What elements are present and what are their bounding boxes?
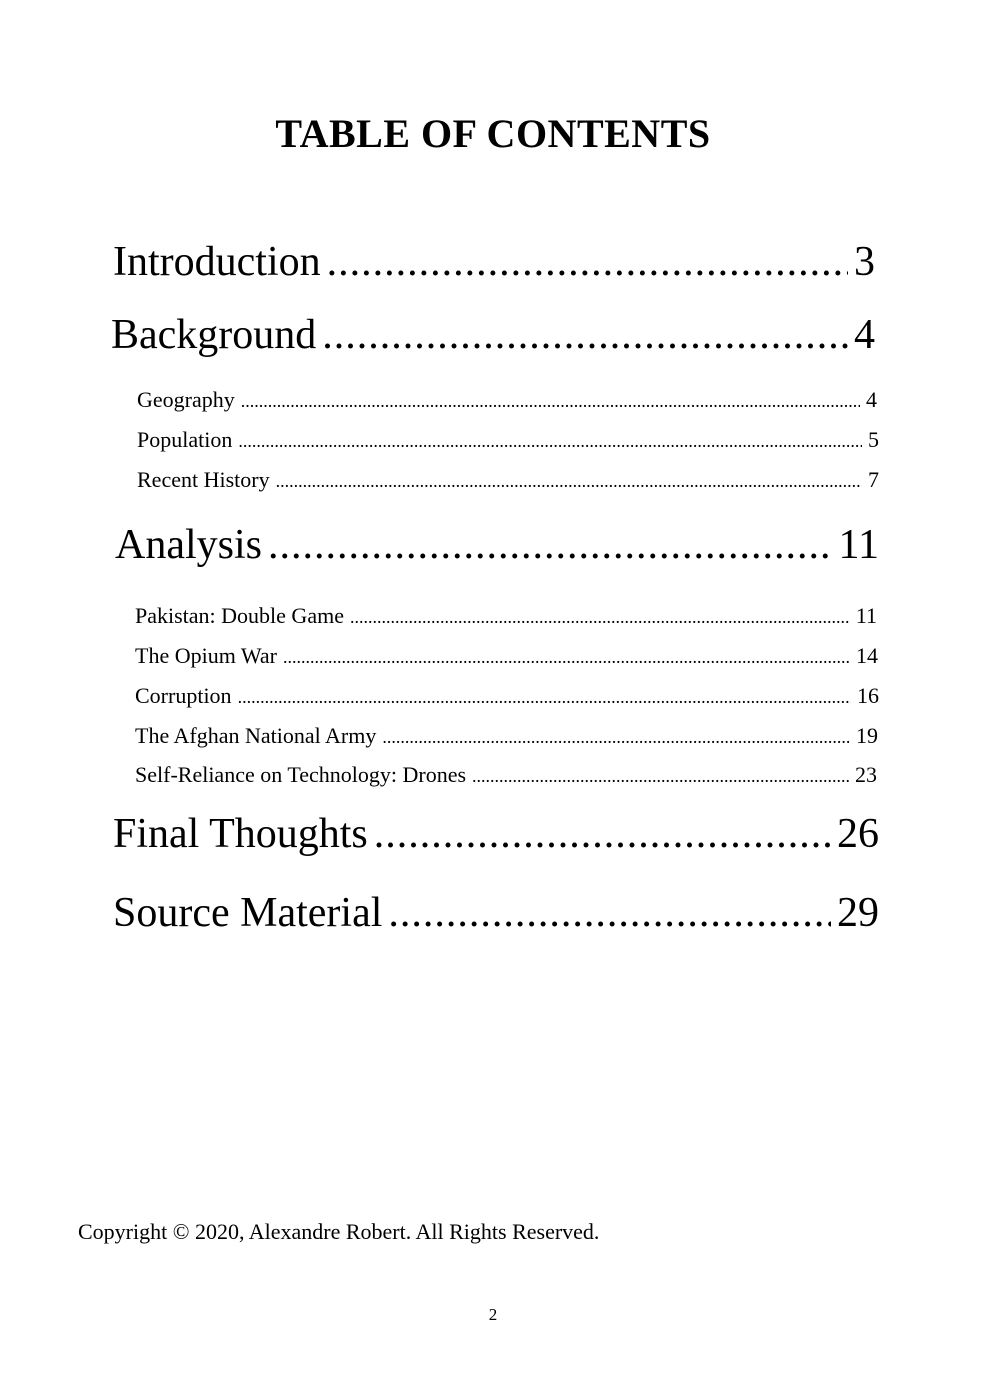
dot-leader xyxy=(268,520,833,570)
toc-entry-analysis[interactable] xyxy=(115,520,879,570)
toc-entry-page: 4 xyxy=(854,312,875,358)
dot-leader xyxy=(327,237,848,287)
toc-entry-page: 3 xyxy=(854,239,875,285)
toc-entry-label: Final Thoughts xyxy=(113,811,368,857)
toc-entry-introduction[interactable] xyxy=(113,237,875,287)
toc-entry-page: 11 xyxy=(855,603,877,628)
toc-entry-source-material[interactable] xyxy=(113,888,879,938)
toc-entry-page: 7 xyxy=(868,467,879,492)
toc-entry-the-opium-war[interactable] xyxy=(135,642,878,671)
dot-leader xyxy=(350,603,850,631)
dot-leader xyxy=(241,387,860,415)
toc-entry-label: Recent History xyxy=(137,467,270,492)
dot-leader xyxy=(322,310,848,360)
toc-entry-drones[interactable] xyxy=(135,761,877,790)
dot-leader xyxy=(472,762,849,790)
dot-leader xyxy=(374,809,831,859)
toc-entry-background[interactable] xyxy=(111,310,875,360)
toc-entry-label: Geography xyxy=(137,387,235,412)
toc-entry-label: Introduction xyxy=(113,239,321,285)
toc-entry-page: 19 xyxy=(856,723,878,748)
toc-entry-label: Analysis xyxy=(115,522,262,568)
dot-leader xyxy=(238,427,862,455)
dot-leader xyxy=(283,643,850,671)
toc-entry-page: 14 xyxy=(856,643,878,668)
toc-entry-label: Source Material xyxy=(113,890,383,936)
toc-entry-geography[interactable] xyxy=(137,386,877,415)
toc-entry-final-thoughts[interactable] xyxy=(113,809,879,859)
toc-entry-label: Background xyxy=(111,312,317,358)
toc-entry-page: 4 xyxy=(866,387,877,412)
page-number: 2 xyxy=(488,1305,498,1324)
toc-entry-page: 11 xyxy=(838,522,879,568)
dot-leader xyxy=(382,723,850,751)
toc-entry-page: 29 xyxy=(837,890,879,936)
dot-leader xyxy=(238,683,851,711)
toc-entry-label: Population xyxy=(137,427,233,452)
page-title: TABLE OF CONTENTS xyxy=(275,111,711,156)
toc-entry-pakistan-double-game[interactable] xyxy=(135,602,877,631)
toc-entry-label: Corruption xyxy=(135,683,232,708)
copyright-notice: Copyright © 2020, Alexandre Robert. All Rights Reserved. xyxy=(78,1219,600,1244)
toc-entry-corruption[interactable] xyxy=(135,682,879,711)
toc-entry-page: 16 xyxy=(857,683,879,708)
toc-entry-recent-history[interactable] xyxy=(137,466,879,495)
toc-entry-afghan-national-army[interactable] xyxy=(135,722,878,751)
toc-entry-label: Pakistan: Double Game xyxy=(135,603,344,628)
toc-entry-page: 23 xyxy=(855,762,877,787)
dot-leader xyxy=(388,888,831,938)
dot-leader xyxy=(276,467,862,495)
toc-entry-page: 5 xyxy=(868,427,879,452)
toc-entry-label: The Opium War xyxy=(135,643,278,668)
toc-entry-population[interactable] xyxy=(137,426,879,455)
toc-entry-label: The Afghan National Army xyxy=(135,723,377,748)
toc-entry-label: Self-Reliance on Technology: Drones xyxy=(135,762,467,787)
toc-entry-page: 26 xyxy=(837,811,879,857)
